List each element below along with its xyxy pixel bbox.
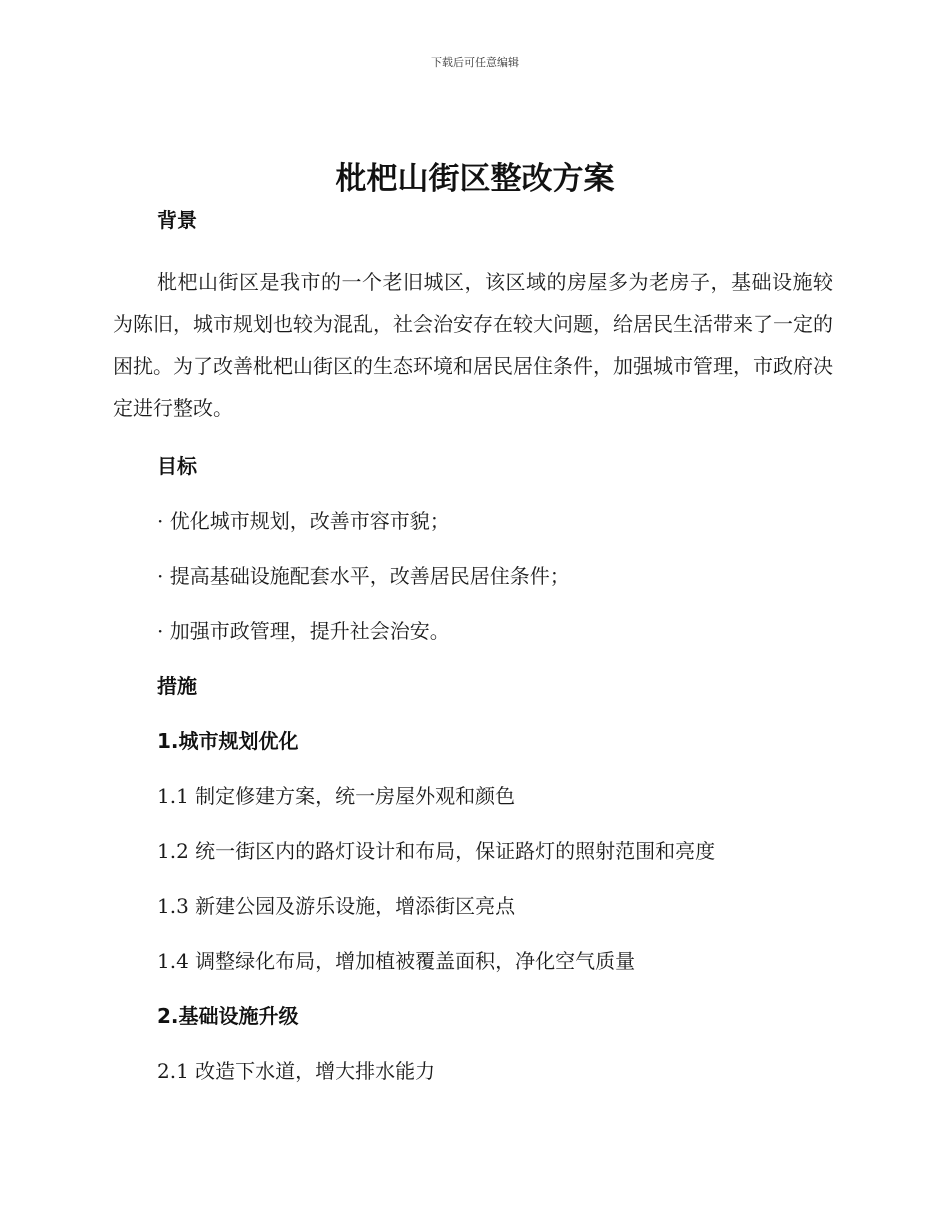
measure-item: 2.1 改造下水道，增大排水能力 (157, 1059, 436, 1083)
measure-item: 1.3 新建公园及游乐设施，增添街区亮点 (157, 894, 516, 918)
heading-background: 背景 (157, 208, 197, 232)
subheading-urban-planning: 1.城市规划优化 (157, 729, 299, 753)
goal-item: · 加强市政管理，提升社会治安。 (157, 619, 450, 643)
subheading-infrastructure: 2.基础设施升级 (157, 1004, 299, 1028)
background-paragraph: 枇杷山街区是我市的一个老旧城区，该区域的房屋多为老房子，基础设施较为陈旧，城市规划也较为混乱，社会治安存在较大问题，给居民生活带来了一定的困扰。为了改善枇杷山街区的生态环境和居民居住条件，加强城市管理，市政府决定进行整改。 (113, 270, 833, 420)
heading-goals: 目标 (157, 454, 197, 478)
goal-item: · 优化城市规划，改善市容市貌； (157, 509, 450, 533)
heading-measures: 措施 (157, 674, 197, 698)
goal-item: · 提高基础设施配套水平，改善居民居住条件； (157, 564, 570, 588)
page-header-note: 下载后可任意编辑 (431, 56, 519, 69)
measure-item: 1.4 调整绿化布局，增加植被覆盖面积，净化空气质量 (157, 949, 636, 973)
measure-item: 1.2 统一街区内的路灯设计和布局，保证路灯的照射范围和亮度 (157, 839, 716, 863)
document-body (113, 206, 833, 1085)
document-title: 枇杷山街区整改方案 (335, 161, 615, 197)
measure-item: 1.1 制定修建方案，统一房屋外观和颜色 (157, 784, 516, 808)
